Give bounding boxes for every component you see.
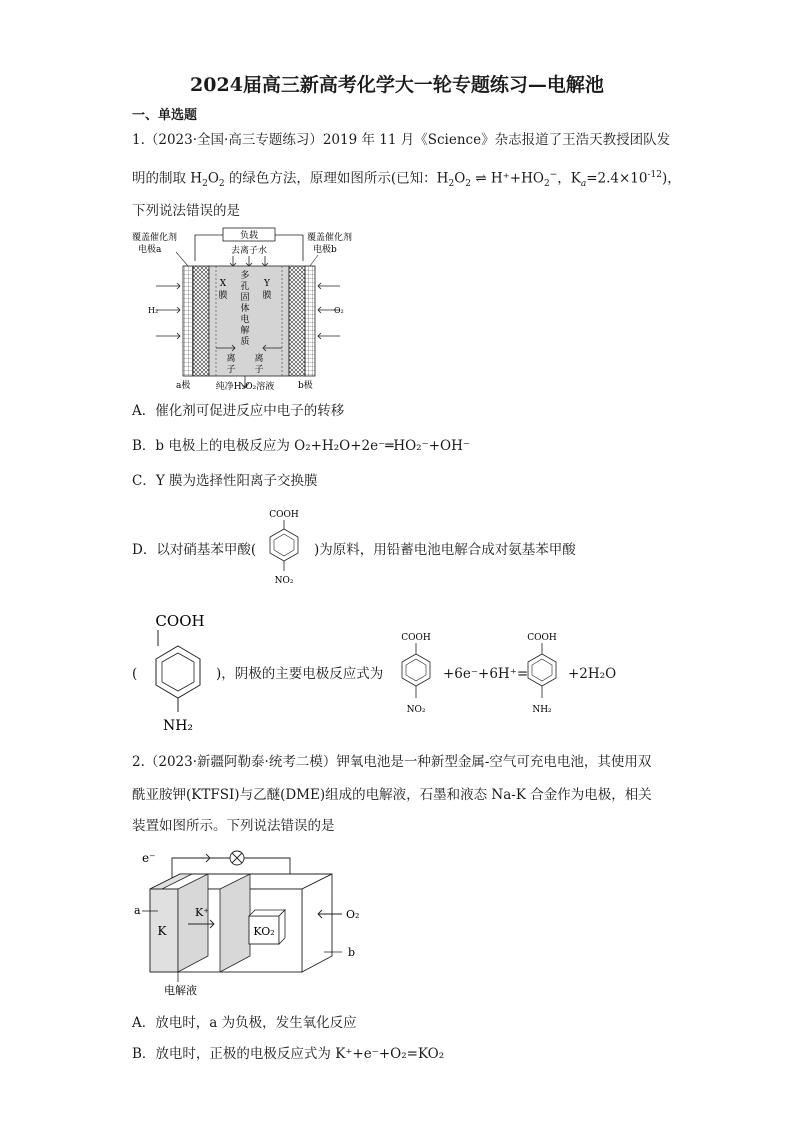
left-electrode-label: 覆盖催化剂 bbox=[132, 233, 178, 243]
nitrobenzoic-acid-reactant bbox=[390, 628, 442, 720]
electrode-b bbox=[305, 266, 315, 376]
electrolyte-label: 电解液 bbox=[164, 984, 197, 997]
q1-cell-diagram bbox=[128, 226, 368, 394]
q1-option-d-part2: )为原料，用铅蓄电池电解合成对氨基苯甲酸 bbox=[314, 542, 576, 558]
center-char-4: 体 bbox=[240, 304, 250, 314]
x-membrane-label-2: 膜 bbox=[218, 291, 228, 301]
a-pole-label: a极 bbox=[176, 381, 191, 391]
h2-label: H₂ bbox=[148, 306, 159, 315]
q2-option-a: A．放电时，a 为负极，发生氧化反应 bbox=[132, 1015, 357, 1031]
q1-option-a: A．催化剂可促进反应中电子的转移 bbox=[132, 403, 345, 419]
q1-stem-line2: 明的制取 $H_2O_2$ 的绿色方法，原理如图所示(已知：$H_2O_2$ ⇌ $H^++HO_2^-$，$K_a=2.4\times 10^{-12}$)， bbox=[132, 170, 681, 190]
x-membrane-label-1: X bbox=[219, 279, 227, 289]
q1-option-d-paren: ( bbox=[132, 666, 138, 682]
q1-stem-line1: 1.（2023·全国·高三专题练习）2019 年 11 月《Science》杂志报道了王浩天教授团队发 bbox=[132, 132, 671, 148]
right-electrode-label: 覆盖催化剂 bbox=[307, 233, 353, 243]
q1-stem-line3: 下列说法错误的是 bbox=[132, 203, 240, 219]
section-heading: 一、单选题 bbox=[132, 108, 198, 123]
electron-label: e⁻ bbox=[142, 851, 156, 865]
center-char-5: 电 bbox=[240, 315, 250, 325]
aminobenzoic-acid-product bbox=[516, 628, 568, 720]
load-label: 负载 bbox=[239, 231, 259, 241]
svg-text:NO₂: NO₂ bbox=[406, 705, 426, 715]
q1-option-d-part4: +6e⁻+6H⁺= bbox=[443, 666, 529, 682]
svg-text:NH₂: NH₂ bbox=[162, 718, 194, 734]
catalyst-b bbox=[289, 266, 305, 376]
o2-label: O₂ bbox=[334, 306, 344, 315]
k-ion-label: K⁺ bbox=[194, 906, 210, 919]
center-char-7: 质 bbox=[240, 337, 250, 347]
y-membrane-label-2: 膜 bbox=[262, 291, 272, 301]
center-char-3: 固 bbox=[240, 293, 250, 303]
q1-option-c: C．Y 膜为选择性阳离子交换膜 bbox=[132, 473, 318, 489]
q2-stem-line3: 装置如图所示。下列说法错误的是 bbox=[132, 818, 335, 834]
q1-option-b: B．b 电极上的电极反应为 O₂+H₂O+2e⁻═HO₂⁻+OH⁻ bbox=[132, 438, 470, 454]
q1-option-d-part3: )，阴极的主要电极反应式为 bbox=[216, 666, 384, 682]
catalyst-a bbox=[193, 266, 209, 376]
left-electrode-label-2: 电极a bbox=[138, 245, 162, 255]
center-char-1: 多 bbox=[240, 271, 250, 281]
q1-option-d-part1: D．以对硝基苯甲酸( bbox=[132, 542, 257, 558]
svg-text:COOH: COOH bbox=[155, 612, 205, 630]
svg-text:NO₂: NO₂ bbox=[274, 576, 294, 586]
q2-stem-line1: 2.（2023·新疆阿勒泰·统考二模）钾氧电池是一种新型金属-空气可充电电池，其使用双 bbox=[132, 754, 652, 770]
page-title: 2024届高三新高考化学大一轮专题练习—电解池 bbox=[190, 74, 604, 96]
center-char-2: 孔 bbox=[240, 282, 250, 292]
ion-left-2: 子 bbox=[226, 365, 236, 375]
b-pole-label: b极 bbox=[298, 381, 313, 391]
water-label: 去离子水 bbox=[230, 246, 268, 256]
svg-text:COOH: COOH bbox=[269, 510, 299, 520]
o2-label-q2: O₂ bbox=[346, 908, 360, 921]
ion-left-1: 离 bbox=[226, 354, 236, 364]
electrode-a bbox=[183, 266, 193, 376]
svg-text:NH₂: NH₂ bbox=[532, 705, 552, 715]
ion-right-1: 离 bbox=[254, 354, 264, 364]
q2-stem-line2: 酰亚胺钾(KTFSI)与乙醚(DME)组成的电解液，石墨和液态 Na-K 合金作为电极，相关 bbox=[132, 787, 652, 803]
b-label: b bbox=[348, 946, 356, 959]
nitrobenzoic-acid-small bbox=[258, 505, 310, 591]
svg-text:COOH: COOH bbox=[401, 633, 431, 643]
aminobenzoic-acid-large bbox=[140, 608, 220, 738]
product-label: 纯净H₂O₂溶液 bbox=[215, 382, 275, 392]
k-label: K bbox=[157, 924, 167, 938]
svg-text:COOH: COOH bbox=[527, 633, 557, 643]
center-char-6: 解 bbox=[240, 326, 250, 336]
q2-battery-diagram bbox=[128, 844, 378, 1000]
q2-option-b: B．放电时，正极的电极反应式为 K⁺+e⁻+O₂=KO₂ bbox=[132, 1046, 445, 1062]
ko2-label: KO₂ bbox=[253, 925, 275, 938]
a-label: a bbox=[134, 904, 141, 917]
ion-right-2: 子 bbox=[254, 365, 264, 375]
q1-option-d-part5: +2H₂O bbox=[568, 666, 617, 682]
y-membrane-label-1: Y bbox=[264, 279, 270, 289]
right-electrode-label-2: 电极b bbox=[313, 245, 337, 255]
